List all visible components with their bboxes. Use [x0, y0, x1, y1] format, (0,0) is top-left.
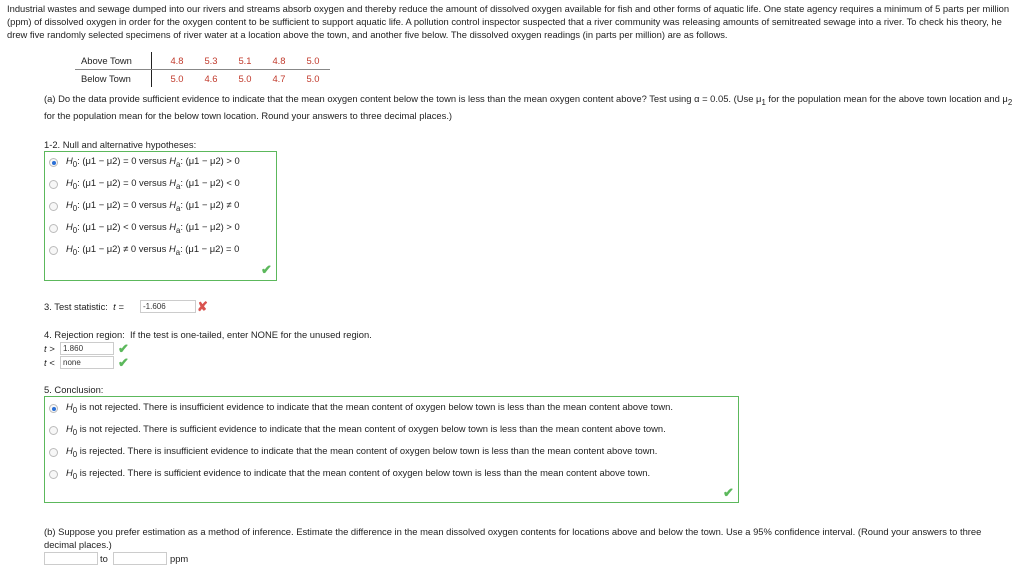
to-label: to: [100, 553, 108, 564]
table-cell: 5.0: [238, 73, 252, 84]
table-cell: 5.0: [296, 52, 330, 70]
conclusion-option[interactable]: [49, 468, 650, 481]
correct-check-icon: ✔: [118, 341, 129, 356]
radio-button[interactable]: [49, 426, 58, 435]
lower-region-op: t <: [44, 357, 55, 368]
table-cell: 5.0: [170, 73, 184, 84]
table-cell: 4.7: [272, 73, 286, 84]
test-statistic-row: [44, 300, 124, 313]
radio-button[interactable]: [49, 180, 58, 189]
hypothesis-option[interactable]: [49, 222, 240, 235]
rejection-region-label: 4. Rejection region:: [44, 329, 125, 340]
t-variable: t =: [113, 301, 124, 312]
option-text: $H_0$ is not rejected. There is insufficient evidence to indicate that the mean content of oxygen below town is less than the mean content above town.: [66, 401, 673, 415]
rejection-region-heading: [44, 328, 372, 341]
option-text: $H_0$: (μ1 − μ2) = 0 versus $H_a$: (μ1 − μ2) ≠ 0: [66, 199, 240, 213]
option-text: $H_0$: (μ1 − μ2) = 0 versus $H_a$: (μ1 − μ2) > 0: [66, 155, 240, 169]
correct-check-icon: ✔: [261, 262, 272, 277]
part-a-prompt: (a) Do the data provide sufficient evidence to indicate that the mean oxygen content below the town is less than the mean oxygen content above? Test using α = 0.05. (Use $\mu_1$ for the population mean for the above town location and $\mu_2$ for the population mean for the below town location. Round your answers to three decimal places.): [44, 93, 1013, 121]
hypothesis-option[interactable]: [49, 200, 239, 213]
hypotheses-heading: 1-2. Null and alternative hypotheses:: [44, 139, 197, 150]
conclusion-heading: 5. Conclusion:: [44, 384, 104, 395]
radio-button[interactable]: [49, 202, 58, 211]
row-label: Below Town: [75, 70, 152, 88]
option-text: $H_0$ is not rejected. There is sufficient evidence to indicate that the mean content of oxygen below town is less than the mean content above town.: [66, 423, 666, 437]
table-cell: 5.1: [228, 52, 262, 70]
lower-region-input[interactable]: none: [60, 356, 114, 369]
radio-button-selected[interactable]: [49, 158, 58, 167]
table-cell: 4.8: [262, 52, 296, 70]
incorrect-x-icon: ✘: [197, 299, 208, 314]
table-cell: 5.0: [306, 73, 320, 84]
conclusion-option[interactable]: [49, 424, 666, 437]
hypothesis-option[interactable]: [49, 156, 240, 169]
test-statistic-input[interactable]: -1.606: [140, 300, 196, 313]
hypothesis-option[interactable]: [49, 178, 240, 191]
hypotheses-answer-box: [44, 151, 277, 281]
table-cell: 5.3: [194, 52, 228, 70]
oxygen-data-table: [75, 52, 330, 87]
hypothesis-option[interactable]: [49, 244, 239, 257]
radio-button[interactable]: [49, 224, 58, 233]
radio-button-selected[interactable]: [49, 404, 58, 413]
option-text: $H_0$: (μ1 − μ2) = 0 versus $H_a$: (μ1 − μ2) < 0: [66, 177, 240, 191]
option-text: $H_0$: (μ1 − μ2) ≠ 0 versus $H_a$: (μ1 − μ2) = 0: [66, 243, 240, 257]
radio-button[interactable]: [49, 470, 58, 479]
table-cell: 4.6: [204, 73, 218, 84]
row-label: Above Town: [75, 52, 152, 70]
ci-lower-input[interactable]: [44, 552, 98, 565]
option-text: $H_0$ is rejected. There is sufficient evidence to indicate that the mean content of oxygen below town is less than the mean content above town.: [66, 467, 651, 481]
table-row-below: [75, 70, 330, 88]
table-row-above: [75, 52, 330, 70]
table-cell: 4.8: [152, 52, 195, 70]
radio-button[interactable]: [49, 246, 58, 255]
part-b-prompt: (b) Suppose you prefer estimation as a method of inference. Estimate the difference in the mean dissolved oxygen contents for locations above and below the town. Use a 95% confidence interval. (Round your answers to three decimal places.): [44, 526, 982, 550]
correct-check-icon: ✔: [723, 485, 734, 500]
test-statistic-label: 3. Test statistic:: [44, 301, 108, 312]
conclusion-option[interactable]: [49, 446, 657, 459]
upper-region-op: t >: [44, 343, 55, 354]
problem-intro: Industrial wastes and sewage dumped into our rivers and streams absorb oxygen and thereby reduce the amount of dissolved oxygen available for fish and other forms of aquatic life. One state agency requires a minimum of 5 parts per million (ppm) of dissolved oxygen in order for the oxygen content to be sufficient to support aquatic life. A pollution control inspector suspected that a river community was releasing amounts of semitreated sewage into a river. To check his theory, he drew five randomly selected specimens of river water at a location above the town, and another five below. The dissolved oxygen readings (in parts per million) are as follows.: [7, 3, 1010, 40]
conclusion-answer-box: [44, 396, 739, 503]
option-text: $H_0$ is rejected. There is insufficient evidence to indicate that the mean content of oxygen below town is less than the mean content above town.: [66, 445, 658, 459]
conclusion-option[interactable]: [49, 402, 673, 415]
option-text: $H_0$: (μ1 − μ2) < 0 versus $H_a$: (μ1 − μ2) > 0: [66, 221, 240, 235]
upper-region-input[interactable]: 1.860: [60, 342, 114, 355]
rejection-region-note: If the test is one-tailed, enter NONE for the unused region.: [130, 329, 372, 340]
radio-button[interactable]: [49, 448, 58, 457]
correct-check-icon: ✔: [118, 355, 129, 370]
ppm-unit-label: ppm: [170, 553, 189, 564]
ci-upper-input[interactable]: [113, 552, 167, 565]
